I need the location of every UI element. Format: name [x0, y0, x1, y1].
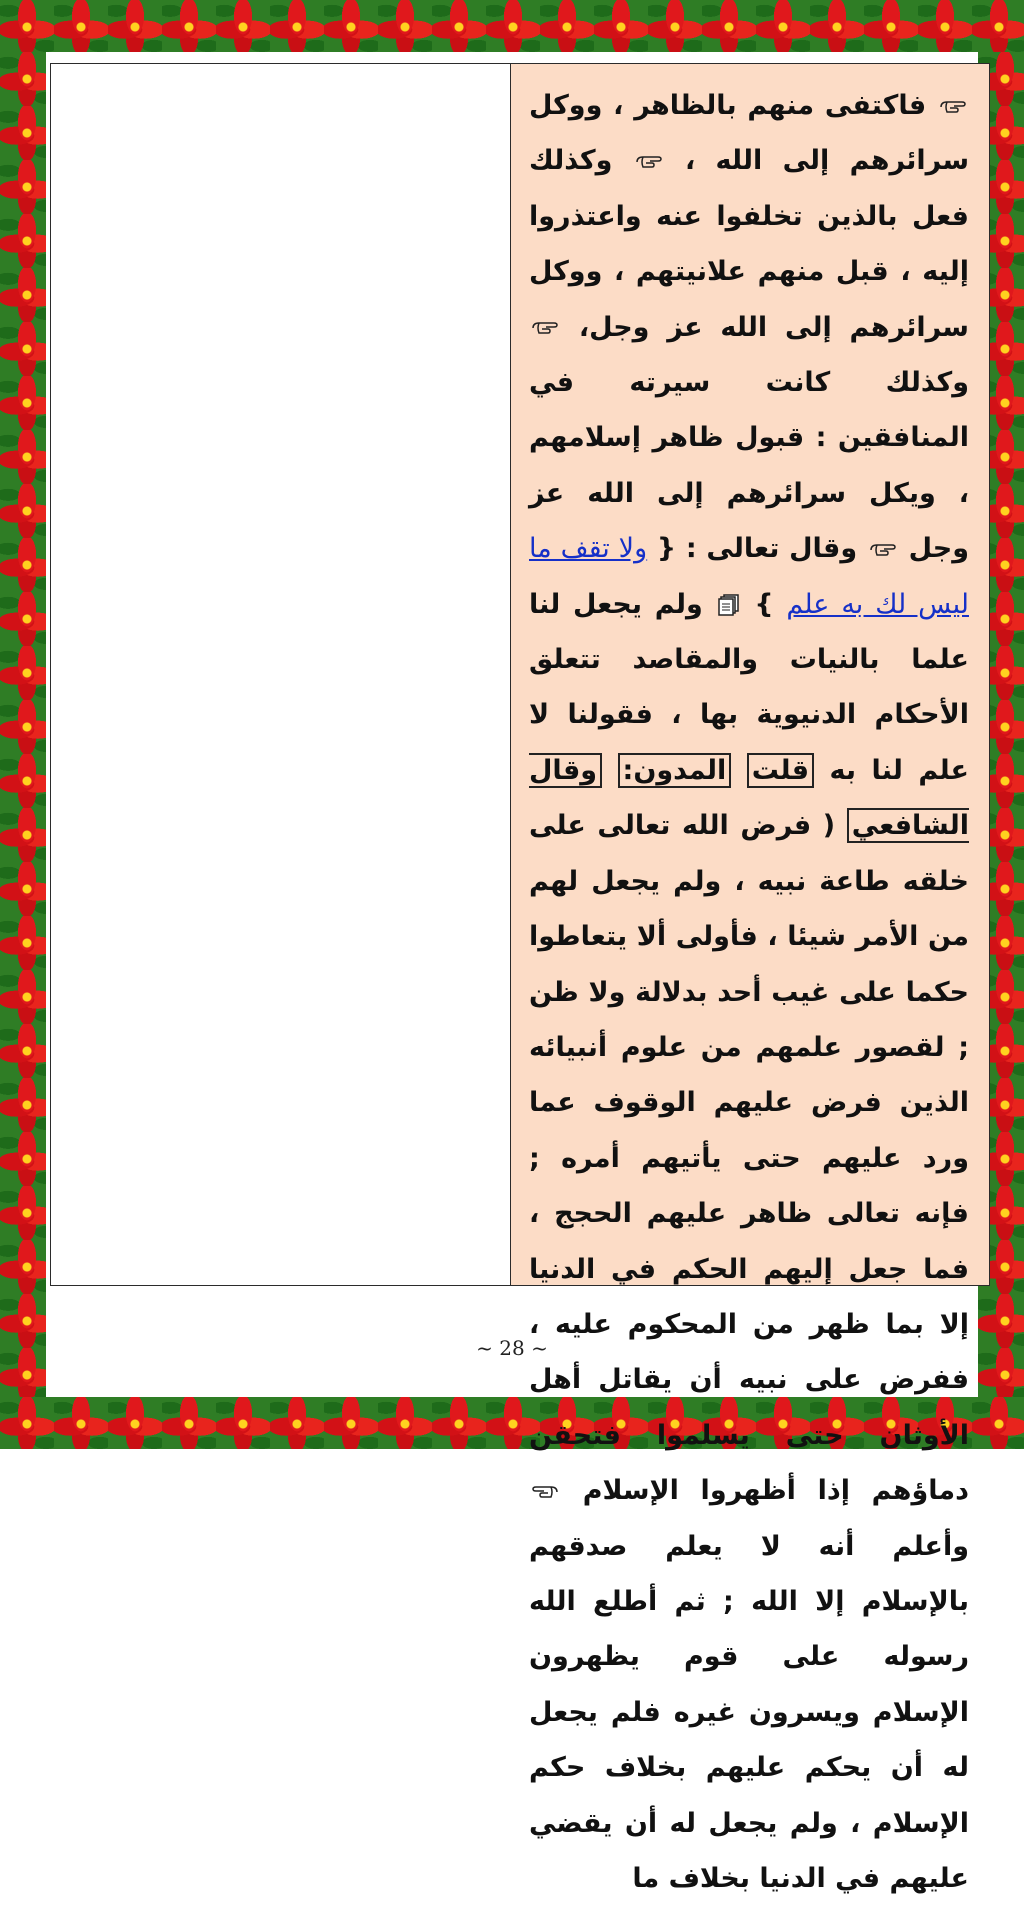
document-stack-icon — [718, 594, 740, 616]
pointing-hand-left-icon — [532, 1485, 558, 1499]
arabic-paragraph — [529, 78, 969, 1906]
boxed-label-qult: قلت — [747, 753, 814, 788]
poinsettia-border-left — [0, 52, 46, 1397]
blank-left-column — [51, 64, 511, 1285]
text-segment-8: وأعلم أنه لا يعلم صدقهم بالإسلام إلا الله ; ثم أطلع الله رسوله على قوم يظهرون الإسلام ويسرون غيره فلم يجعل له أن يحكم عليهم بخلاف حكم الإسلام ، ولم يجعل له أن يقضي عليهم في الدنيا بخلاف ما — [529, 1530, 969, 1894]
text-segment-3: وكذلك كانت سيرته في المنافقين : قبول ظاهر إسلامهم ، ويكل سرائرهم إلى الله عز وجل — [529, 367, 969, 565]
boxed-label-shafii: وقال الشافعي — [529, 754, 970, 842]
text-segment-1: فاكتفى منهم بالظاهر ، ووكل سرائرهم إلى الله ، — [529, 90, 970, 177]
text-segment-4: وقال تعالى : { — [656, 533, 858, 565]
pointing-hand-icon — [532, 321, 558, 335]
poinsettia-border-top — [0, 0, 1024, 52]
page-number: ~ 28 ~ — [476, 1336, 548, 1360]
text-segment-5: } — [754, 588, 774, 620]
boxed-label-mudawwin: المدون: — [618, 753, 732, 788]
pointing-hand-icon — [636, 155, 662, 169]
pointing-hand-icon — [940, 100, 966, 114]
text-segment-6: ولم يجعل لنا علما بالنيات والمقاصد تتعلق الأحكام الدنيوية بها ، فقولنا لا علم لنا به — [529, 588, 969, 786]
pointing-hand-icon — [870, 543, 896, 557]
quran-verse-link[interactable]: ولا تقف ما ليس لك به علم — [529, 533, 969, 620]
text-segment-7: ( فرض الله تعالى على خلقه طاعة نبيه ، ولم يجعل لهم من الأمر شيئا ، فأولى ألا يتعاطوا حكما على غيب أحد بدلالة ولا ظن ; لقصور علمهم من علوم أنبيائه الذين فرض عليهم الوقوف عما ورد عليهم حتى يأتيهم أمره ; فإنه تعالى ظاهر عليهم الحجج ، فما جعل إليهم الحكم في الدنيا إلا بما ظهر من المحكوم عليه ، ففرض على نبيه أن يقاتل أهل الأوثان حتى يسلموا فتحقن دماؤهم إذا أظهروا الإسلام — [529, 810, 970, 1507]
text-segment-2: وكذلك فعل بالذين تخلفوا عنه واعتذروا إليه ، قبل منهم علانيتهم ، ووكل سرائرهم إلى الله عز وجل، — [529, 145, 969, 343]
